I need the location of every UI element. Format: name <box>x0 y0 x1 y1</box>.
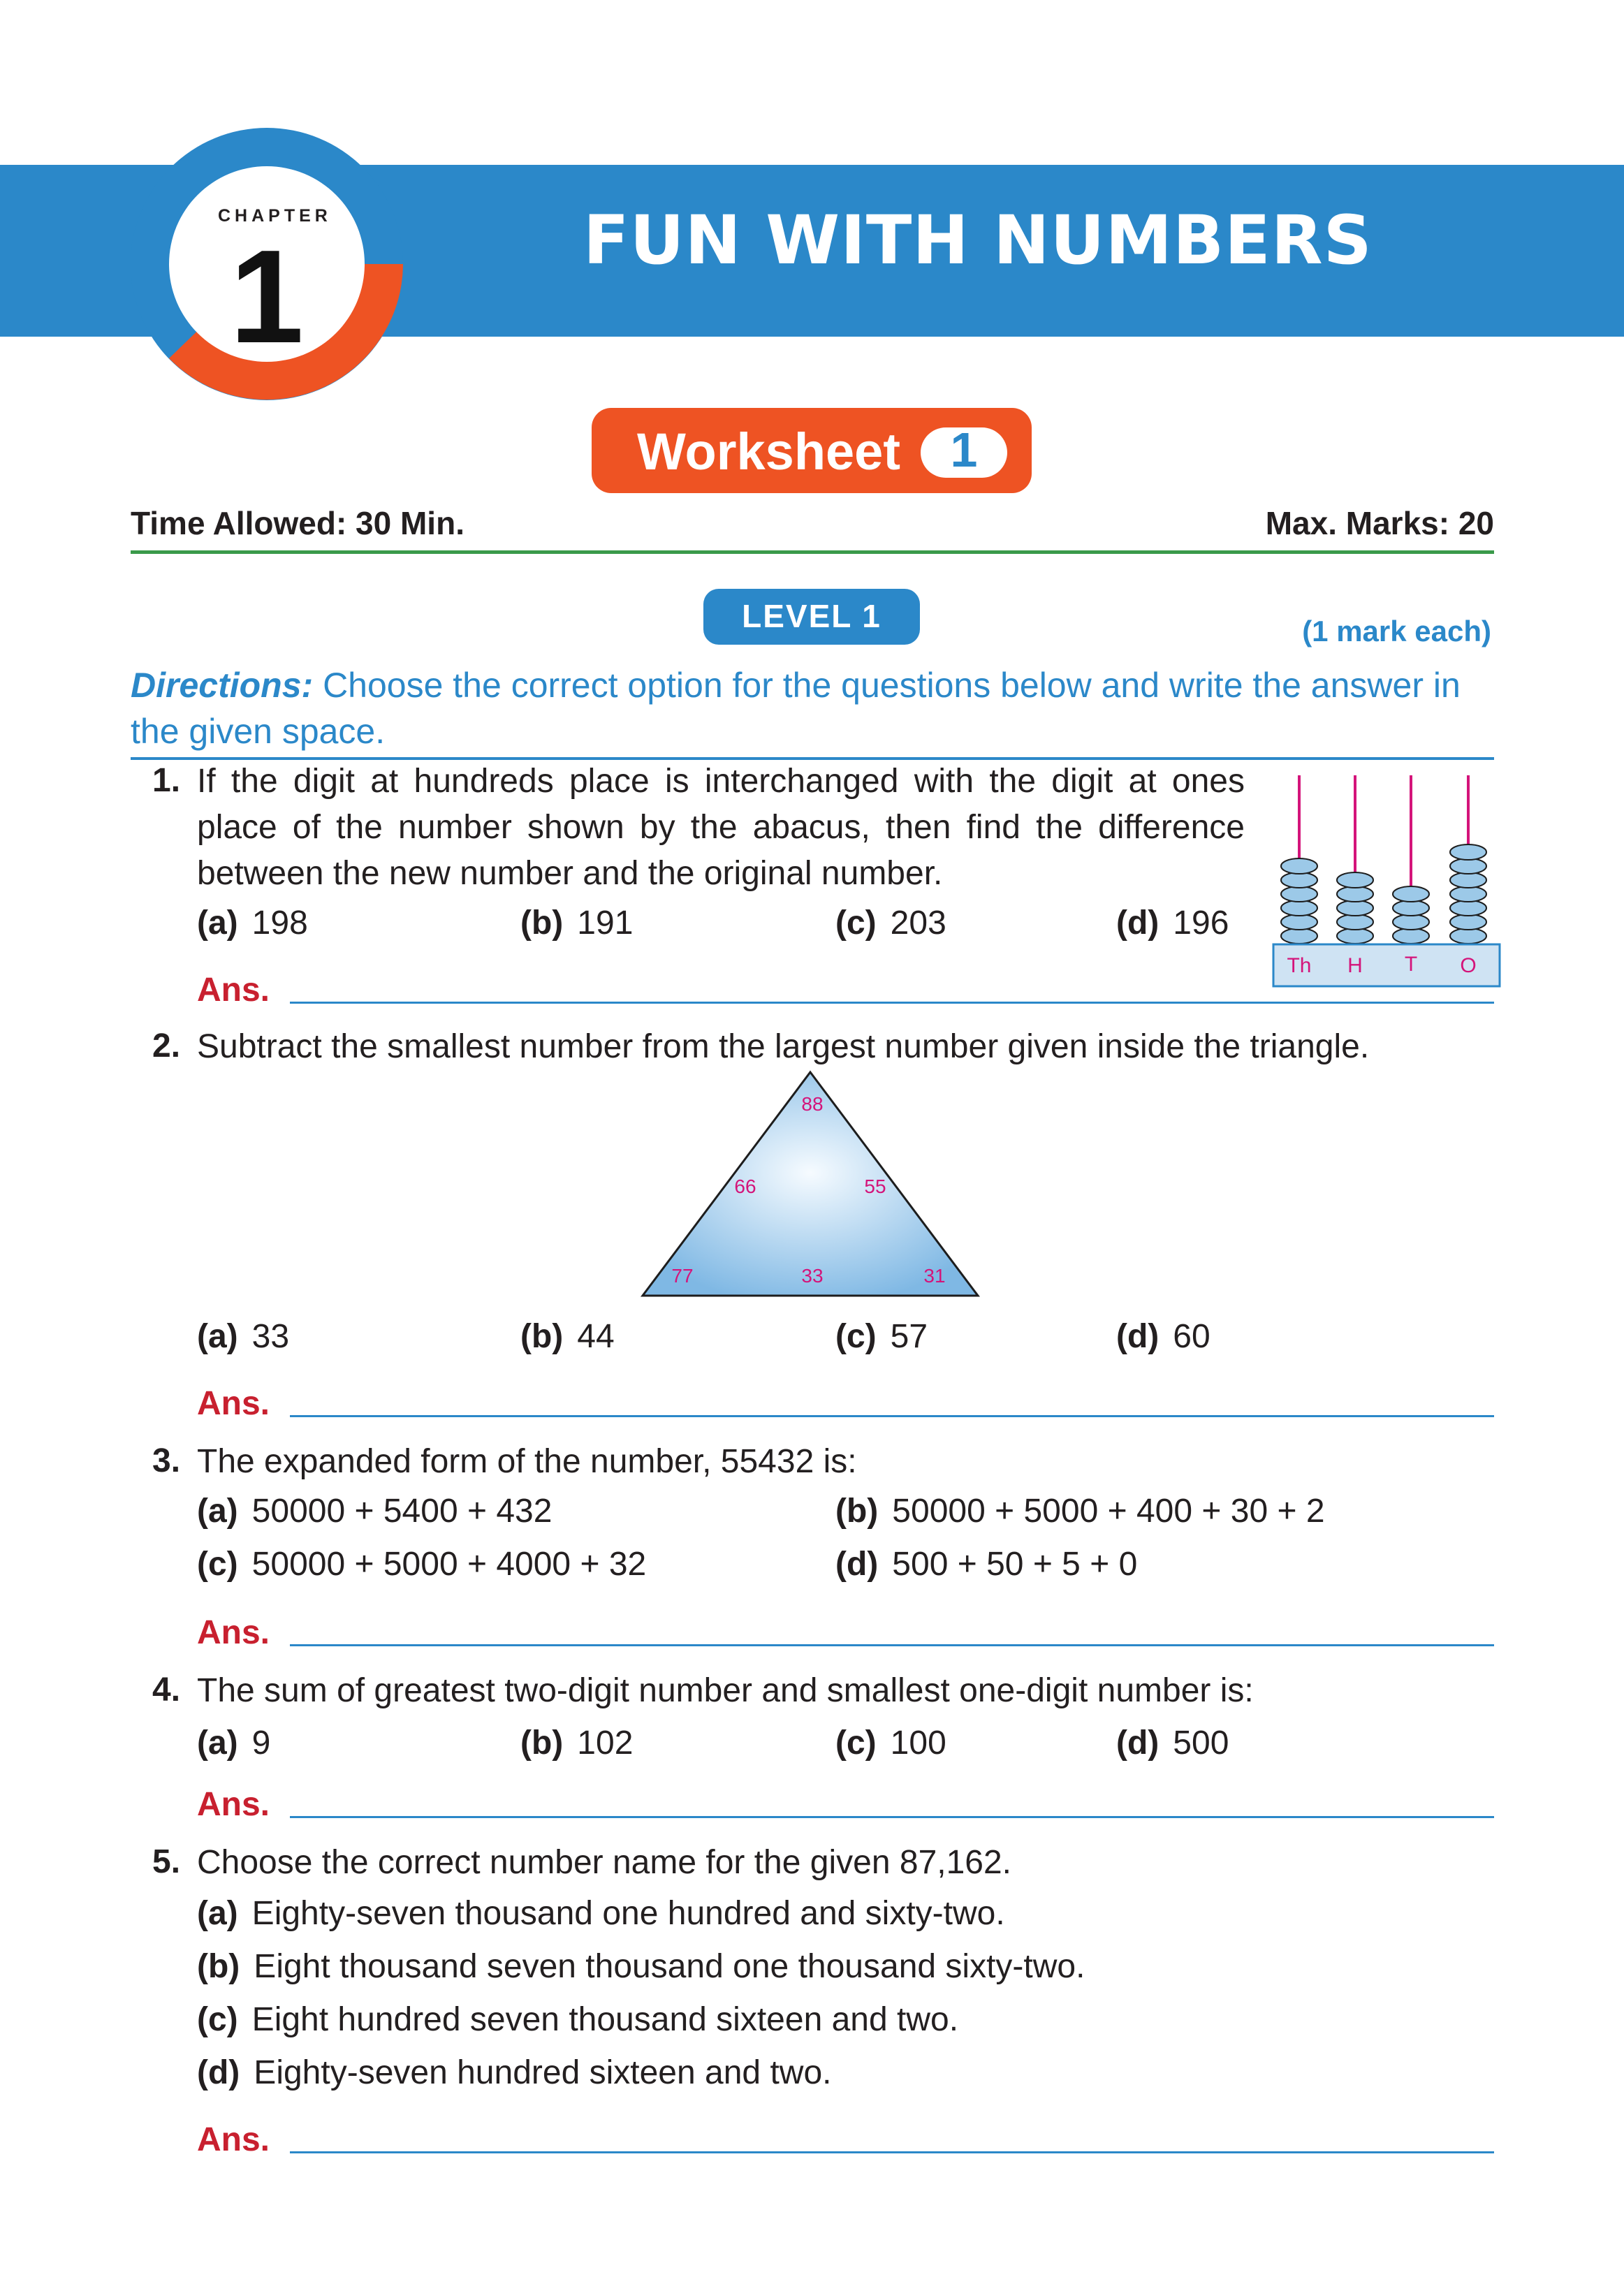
directions-text: Choose the correct option for the questions below and write the answer in the given space. <box>131 666 1461 751</box>
triangle-number: 66 <box>734 1176 756 1197</box>
question-number: 4. <box>152 1671 181 1708</box>
worksheet-label: Worksheet <box>637 423 900 481</box>
question-number: 1. <box>152 762 181 799</box>
option-key: (a) <box>197 1895 238 1932</box>
option-text: 33 <box>251 1318 290 1355</box>
abacus-bead <box>1281 900 1317 916</box>
option-key: (a) <box>197 1318 238 1355</box>
abacus-bead <box>1393 928 1429 944</box>
level-label: LEVEL 1 <box>742 598 882 634</box>
option-key: (d) <box>1116 1725 1160 1762</box>
abacus-figure <box>1271 768 1502 992</box>
option-key: (a) <box>197 1493 238 1530</box>
option-key: (c) <box>835 1725 877 1762</box>
option-text: 60 <box>1173 1318 1210 1355</box>
abacus-bead <box>1281 858 1317 874</box>
abacus-bead <box>1337 886 1373 902</box>
option-key: (b) <box>520 1725 564 1762</box>
triangle-number: 77 <box>671 1265 694 1287</box>
abacus-bead <box>1450 886 1486 902</box>
option-key: (c) <box>197 2001 238 2038</box>
option[interactable] <box>520 1317 615 1356</box>
option-key: (d) <box>1116 1318 1160 1355</box>
chapter-title: FUN WITH NUMBERS <box>583 201 1373 279</box>
option[interactable] <box>197 1317 289 1356</box>
chapter-label: CHAPTER <box>218 206 332 226</box>
answer-line[interactable] <box>290 1415 1494 1417</box>
option-key: (c) <box>835 905 877 942</box>
abacus-bead <box>1393 900 1429 916</box>
option-text: Eighty-seven hundred sixteen and two. <box>254 2054 832 2091</box>
triangle-number: 31 <box>923 1265 946 1287</box>
answer-line[interactable] <box>290 1002 1494 1004</box>
option-text: 50000 + 5000 + 400 + 30 + 2 <box>892 1493 1325 1530</box>
option-key: (d) <box>1116 905 1160 942</box>
option[interactable] <box>835 1492 1325 1530</box>
answer-line[interactable] <box>290 1644 1494 1646</box>
question-number: 2. <box>152 1027 181 1064</box>
abacus-label: H <box>1347 954 1363 977</box>
directions <box>131 662 1494 754</box>
abacus-bead <box>1393 886 1429 902</box>
question-text: Subtract the smallest number from the largest number given inside the triangle. <box>197 1028 1370 1065</box>
triangle-number: 55 <box>864 1176 886 1197</box>
abacus-bead <box>1450 914 1486 930</box>
question-number: 3. <box>152 1442 181 1479</box>
option[interactable] <box>197 904 308 942</box>
answer-line[interactable] <box>290 1816 1494 1818</box>
option[interactable] <box>197 1545 646 1583</box>
option[interactable] <box>520 1724 633 1762</box>
option-text: 50000 + 5400 + 432 <box>251 1493 553 1530</box>
option[interactable] <box>520 904 633 942</box>
worksheet-number: 1 <box>950 423 978 477</box>
option-text: 50000 + 5000 + 4000 + 32 <box>251 1546 647 1583</box>
option[interactable] <box>197 1947 1085 1986</box>
option[interactable] <box>835 1724 946 1762</box>
abacus-label: O <box>1460 954 1477 977</box>
abacus-bead <box>1450 844 1486 860</box>
option-text: 100 <box>890 1725 946 1762</box>
option-text: 44 <box>577 1318 615 1355</box>
option[interactable] <box>197 1894 1005 1933</box>
option[interactable] <box>1116 1724 1229 1762</box>
option-text: Eight hundred seven thousand sixteen and two. <box>251 2001 959 2038</box>
option[interactable] <box>1116 904 1229 942</box>
option-key: (a) <box>197 905 238 942</box>
abacus-label: T <box>1404 953 1418 976</box>
question-number: 5. <box>152 1843 181 1880</box>
answer-label: Ans. <box>197 2121 270 2158</box>
abacus-bead <box>1337 900 1373 916</box>
option[interactable] <box>197 1492 552 1530</box>
triangle-figure <box>639 1069 981 1299</box>
option-key: (b) <box>197 1948 240 1985</box>
option-key: (a) <box>197 1725 238 1762</box>
option[interactable] <box>835 904 946 942</box>
option[interactable] <box>197 2000 958 2039</box>
directions-lead: Directions: <box>131 666 314 705</box>
option[interactable] <box>197 1724 270 1762</box>
abacus-label: Th <box>1287 954 1312 977</box>
abacus-bead <box>1281 928 1317 944</box>
option-key: (d) <box>835 1546 879 1583</box>
answer-line[interactable] <box>290 2151 1494 2153</box>
option-key: (c) <box>835 1318 877 1355</box>
max-marks: Max. Marks: 20 <box>1265 505 1494 541</box>
triangle-number: 33 <box>801 1265 824 1287</box>
option[interactable] <box>835 1317 928 1356</box>
abacus-bead <box>1337 872 1373 888</box>
option-key: (b) <box>835 1493 879 1530</box>
question-text: The sum of greatest two-digit number and smallest one-digit number is: <box>197 1672 1254 1709</box>
abacus-bead <box>1450 872 1486 888</box>
option-text: 198 <box>251 905 308 942</box>
question-text: Choose the correct number name for the given 87,162. <box>197 1844 1012 1881</box>
answer-label: Ans. <box>197 1614 270 1651</box>
triangle-number: 88 <box>801 1093 824 1115</box>
option[interactable] <box>1116 1317 1210 1356</box>
option-text: 102 <box>577 1725 634 1762</box>
question-text: The expanded form of the number, 55432 is: <box>197 1443 857 1480</box>
option-text: 500 + 50 + 5 + 0 <box>892 1546 1138 1583</box>
option-text: 191 <box>577 905 634 942</box>
option-text: Eight thousand seven thousand one thousand sixty-two. <box>254 1948 1085 1985</box>
chapter-number: 1 <box>230 223 304 371</box>
abacus-bead <box>1281 872 1317 888</box>
option-text: 500 <box>1173 1725 1229 1762</box>
answer-label: Ans. <box>197 972 270 1009</box>
option-key: (b) <box>520 1318 564 1355</box>
abacus-bead <box>1393 914 1429 930</box>
question-text: If the digit at hundreds place is interchanged with the digit at ones place of the number shown by the abacus, then find the difference between the new number and the original number. <box>197 763 1245 892</box>
abacus-bead <box>1337 914 1373 930</box>
divider <box>131 550 1494 554</box>
option-text: 9 <box>251 1725 271 1762</box>
answer-label: Ans. <box>197 1385 270 1422</box>
option-key: (b) <box>520 905 564 942</box>
abacus-bead <box>1337 928 1373 944</box>
option[interactable] <box>835 1545 1137 1583</box>
abacus-bead <box>1281 886 1317 902</box>
option-text: 203 <box>890 905 946 942</box>
option-key: (c) <box>197 1546 238 1583</box>
marks-note: (1 mark each) <box>1302 615 1491 647</box>
option-text: Eighty-seven thousand one hundred and sixty-two. <box>251 1895 1005 1932</box>
abacus-bead <box>1450 900 1486 916</box>
option[interactable] <box>197 2054 831 2092</box>
abacus-bead <box>1450 858 1486 874</box>
abacus-bead <box>1281 914 1317 930</box>
abacus-bead <box>1450 928 1486 944</box>
option-text: 196 <box>1173 905 1229 942</box>
option-text: 57 <box>890 1318 928 1355</box>
time-allowed: Time Allowed: 30 Min. <box>131 505 464 541</box>
answer-label: Ans. <box>197 1786 270 1823</box>
option-key: (d) <box>197 2054 240 2091</box>
